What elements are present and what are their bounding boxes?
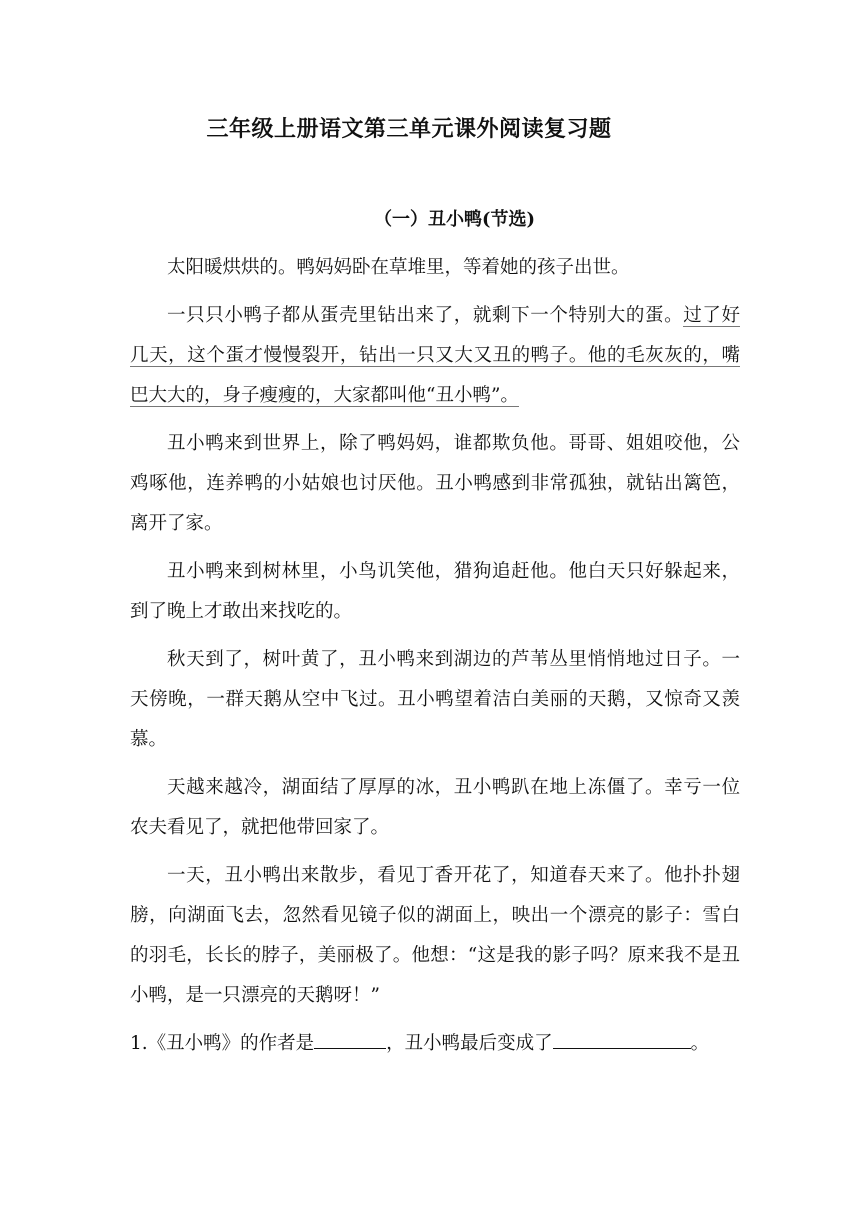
underlined-sentence: 过了好几天，这个蛋才慢慢裂开，钻出一只又大又丑的鸭子。他的毛灰灰的，嘴巴大大的，身子瘦瘦的，大家都叫他“丑小鸭”。 (130, 305, 740, 406)
question-1-part1: 1.《丑小鸭》的作者是 (130, 1033, 315, 1054)
paragraph-3: 丑小鸭来到世界上，除了鸭妈妈，谁都欺负他。哥哥、姐姐咬他，公鸡啄他，连养鸭的小姑娘也讨厌他。丑小鸭感到非常孤独，就钻出篱笆，离开了家。 (130, 433, 740, 534)
question-1 (130, 1024, 740, 1064)
answer-blank-author[interactable] (314, 1030, 386, 1049)
answer-blank-became[interactable] (553, 1030, 691, 1049)
paragraph-7: 一天，丑小鸭出来散步，看见丁香开花了，知道春天来了。他扑扑翅膀，向湖面飞去，忽然看见镜子似的湖面上，映出一个漂亮的影子：雪白的羽毛，长长的脖子，美丽极了。他想：“这是我的影子吗？原来我不是丑小鸭，是一只漂亮的天鹅呀！” (130, 865, 740, 1006)
section-title: （一）丑小鸭(节选) (373, 209, 536, 230)
passage-body (130, 248, 740, 1064)
paragraph-5: 秋天到了，树叶黄了，丑小鸭来到湖边的芦苇丛里悄悄地过日子。一天傍晚，一群天鹅从空中飞过。丑小鸭望着洁白美丽的天鹅，又惊奇又羡慕。 (130, 649, 740, 750)
paragraph-2-text: 一只只小鸭子都从蛋壳里钻出来了，就剩下一个特别大的蛋。 (167, 305, 684, 326)
paragraph-4: 丑小鸭来到树林里，小鸟讥笑他，猎狗追赶他。他白天只好躲起来，到了晚上才敢出来找吃的。 (130, 561, 740, 622)
paragraph-1: 太阳暖烘烘的。鸭妈妈卧在草堆里，等着她的孩子出世。 (167, 257, 630, 278)
document-title: 三年级上册语文第三单元课外阅读复习题 (206, 116, 612, 142)
paragraph-2 (130, 296, 740, 416)
question-1-part2: ，丑小鸭最后变成了 (386, 1033, 553, 1054)
paragraph-6: 天越来越冷，湖面结了厚厚的冰，丑小鸭趴在地上冻僵了。幸亏一位农夫看见了，就把他带回家了。 (130, 777, 740, 838)
question-1-part3: 。 (690, 1033, 710, 1054)
